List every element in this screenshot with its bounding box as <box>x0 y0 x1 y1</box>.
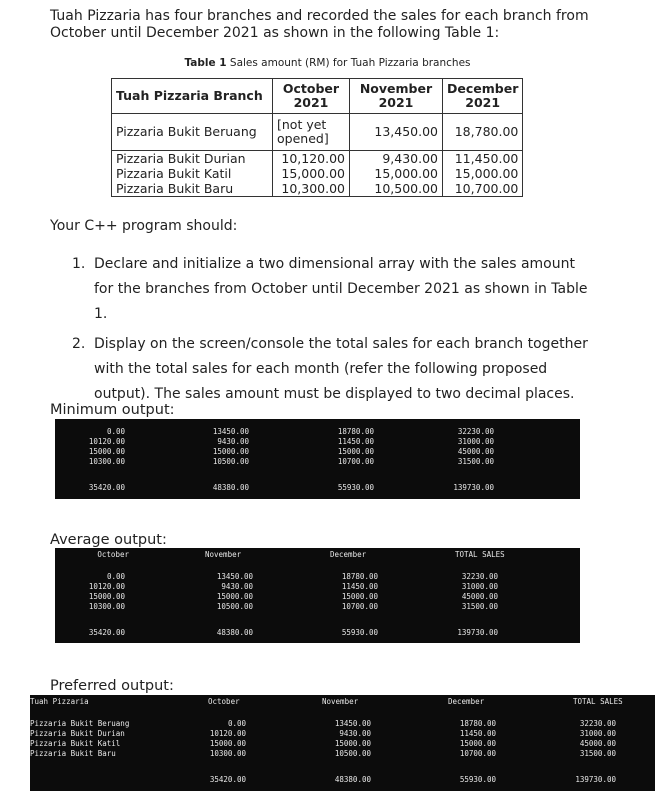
console-cell: 10700.00 <box>341 602 378 611</box>
console-cell: 10300.00 <box>88 602 125 611</box>
console-cell: 0.00 <box>227 719 246 728</box>
console-total: 48380.00 <box>334 775 371 784</box>
console-cell: 31000.00 <box>457 437 494 446</box>
table-row <box>112 166 523 181</box>
task-list <box>72 252 596 407</box>
table-header-row <box>112 79 523 114</box>
oct-value: 10,120.00 <box>273 151 350 167</box>
console-header: TOTAL SALES <box>573 697 623 706</box>
console-cell: 32230.00 <box>461 572 498 581</box>
dec-value: 10,700.00 <box>443 181 523 197</box>
console-header: October <box>208 697 240 706</box>
intro-paragraph: Tuah Pizzaria has four branches and recorded the sales for each branch from October until December 2021 as shown in the following Table 1: <box>50 8 589 41</box>
console-total: 55930.00 <box>341 628 378 637</box>
console-cell: 10700.00 <box>337 457 374 466</box>
sales-table <box>111 78 523 197</box>
console-cell: 32230.00 <box>579 719 616 728</box>
table-row <box>112 151 523 167</box>
dec-value: 15,000.00 <box>443 166 523 181</box>
console-cell: 13450.00 <box>212 427 249 436</box>
table-row <box>112 181 523 197</box>
console-total: 139730.00 <box>457 628 498 637</box>
console-cell: 10120.00 <box>88 582 125 591</box>
console-cell: 15000.00 <box>88 447 125 456</box>
console-header: TOTAL SALES <box>455 550 505 559</box>
console-cell: 18780.00 <box>341 572 378 581</box>
console-total: 55930.00 <box>459 775 496 784</box>
console-cell: 31500.00 <box>461 602 498 611</box>
console-cell: 11450.00 <box>337 437 374 446</box>
console-total: 35420.00 <box>209 775 246 784</box>
console-header: November <box>205 550 242 559</box>
console-total: 48380.00 <box>216 628 253 637</box>
nov-value: 10,500.00 <box>350 181 443 197</box>
console-cell: 45000.00 <box>457 447 494 456</box>
console-branch: Pizzaria Bukit Durian <box>30 729 125 738</box>
console-cell: 15000.00 <box>459 739 496 748</box>
console-cell: 15000.00 <box>209 739 246 748</box>
table-caption <box>0 57 655 69</box>
list-item <box>72 332 596 407</box>
nov-value: 15,000.00 <box>350 166 443 181</box>
console-cell: 15000.00 <box>334 739 371 748</box>
branch-name: Pizzaria Bukit Beruang <box>112 114 273 151</box>
minimum-output-label: Minimum output: <box>50 402 175 418</box>
table-row <box>112 114 523 151</box>
console-cell: 32230.00 <box>457 427 494 436</box>
console-cell: 31000.00 <box>461 582 498 591</box>
console-cell: 10500.00 <box>212 457 249 466</box>
header-december: December 2021 <box>443 79 523 114</box>
console-total: 139730.00 <box>575 775 616 784</box>
oct-value: 15,000.00 <box>273 166 350 181</box>
console-cell: 13450.00 <box>216 572 253 581</box>
console-header: November <box>322 697 359 706</box>
console-cell: 10300.00 <box>209 749 246 758</box>
task-text: Declare and initialize a two dimensional array with the sales amount for the branches from October until December 2021 as shown in Table 1. <box>94 256 588 322</box>
console-cell: 9430.00 <box>339 729 371 738</box>
nov-value: 13,450.00 <box>350 114 443 151</box>
task-number: 2. <box>72 336 86 352</box>
console-cell: 13450.00 <box>334 719 371 728</box>
dec-value: 11,450.00 <box>443 151 523 167</box>
console-header: December <box>448 697 485 706</box>
preferred-output-label: Preferred output: <box>50 678 174 694</box>
console-cell: 10500.00 <box>216 602 253 611</box>
console-cell: 45000.00 <box>579 739 616 748</box>
nov-value: 9,430.00 <box>350 151 443 167</box>
console-cell: 15000.00 <box>216 592 253 601</box>
console-branch: Pizzaria Bukit Beruang <box>30 719 130 728</box>
console-cell: 31000.00 <box>579 729 616 738</box>
console-cell: 9430.00 <box>217 437 249 446</box>
console-total: 139730.00 <box>453 483 494 492</box>
console-cell: 15000.00 <box>88 592 125 601</box>
console-cell: 15000.00 <box>212 447 249 456</box>
oct-value: 10,300.00 <box>273 181 350 197</box>
console-cell: 18780.00 <box>337 427 374 436</box>
console-cell: 45000.00 <box>461 592 498 601</box>
console-cell: 10120.00 <box>209 729 246 738</box>
console-cell: 10300.00 <box>88 457 125 466</box>
console-cell: 10120.00 <box>88 437 125 446</box>
header-branch: Tuah Pizzaria Branch <box>112 79 273 114</box>
console-cell: 11450.00 <box>459 729 496 738</box>
console-cell: 15000.00 <box>337 447 374 456</box>
table-caption-label: Table 1 <box>184 57 227 69</box>
console-cell: 11450.00 <box>341 582 378 591</box>
header-october: October 2021 <box>273 79 350 114</box>
console-cell: 15000.00 <box>341 592 378 601</box>
branch-name: Pizzaria Bukit Durian <box>112 151 273 167</box>
console-cell: 31500.00 <box>457 457 494 466</box>
console-header: Tuah Pizzaria <box>30 697 89 706</box>
console-total: 48380.00 <box>212 483 249 492</box>
task-number: 1. <box>72 256 86 272</box>
console-cell: 31500.00 <box>579 749 616 758</box>
console-header: October <box>97 550 129 559</box>
console-cell: 0.00 <box>106 572 125 581</box>
program-intro: Your C++ program should: <box>50 218 238 234</box>
oct-value: [not yet opened] <box>273 114 350 151</box>
branch-name: Pizzaria Bukit Katil <box>112 166 273 181</box>
console-total: 55930.00 <box>337 483 374 492</box>
console-cell: 10500.00 <box>334 749 371 758</box>
minimum-console <box>55 419 580 499</box>
console-branch: Pizzaria Bukit Baru <box>30 749 116 758</box>
console-cell: 10700.00 <box>459 749 496 758</box>
header-november: November 2021 <box>350 79 443 114</box>
dec-value: 18,780.00 <box>443 114 523 151</box>
console-cell: 9430.00 <box>221 582 253 591</box>
console-branch: Pizzaria Bukit Katil <box>30 739 121 748</box>
table-caption-text: Sales amount (RM) for Tuah Pizzaria branches <box>226 57 471 69</box>
branch-name: Pizzaria Bukit Baru <box>112 181 273 197</box>
average-console <box>55 548 580 643</box>
task-text: Display on the screen/console the total sales for each branch together with the total sales for each month (refer the following proposed output). The sales amount must be displayed to two decimal places. <box>94 336 588 402</box>
console-total: 35420.00 <box>88 628 125 637</box>
list-item <box>72 252 596 327</box>
console-cell: 18780.00 <box>459 719 496 728</box>
console-total: 35420.00 <box>88 483 125 492</box>
preferred-console <box>30 695 655 791</box>
average-output-label: Average output: <box>50 532 167 548</box>
console-header: December <box>330 550 367 559</box>
console-cell: 0.00 <box>106 427 125 436</box>
